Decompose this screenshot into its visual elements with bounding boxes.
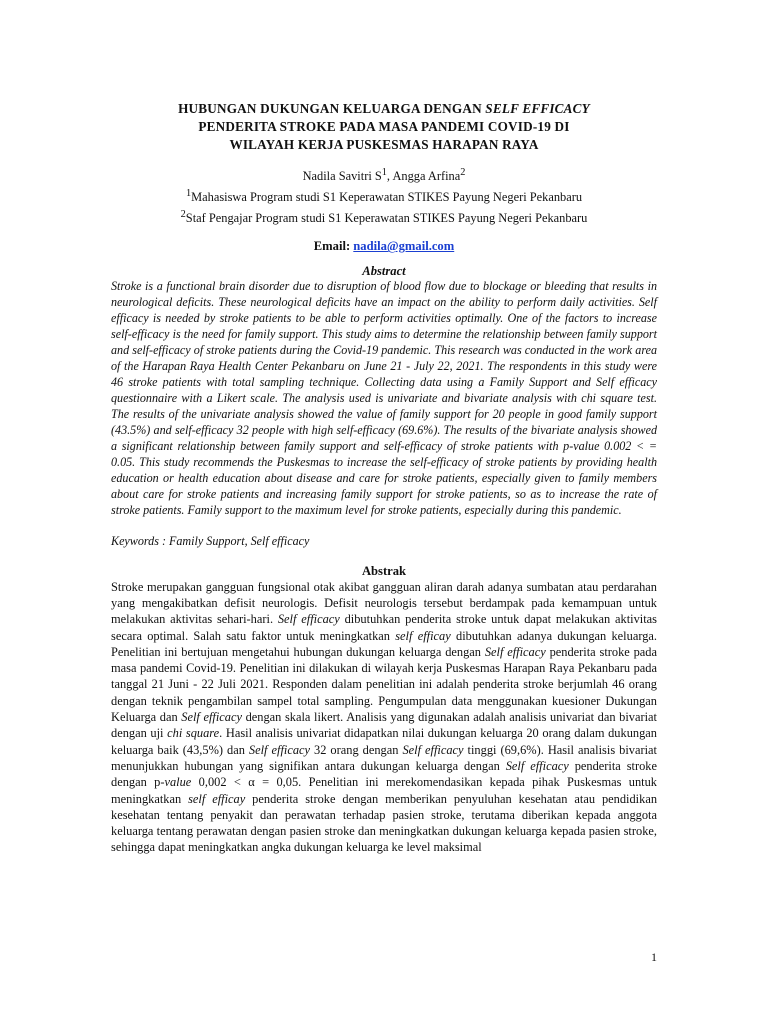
affiliation-2: $^2$Staf Pengajar Program studi S1 Keperawatan STIKES Payung Negeri Pekanbaru [180,209,588,226]
title-line-2: PENDERITA STROKE PADA MASA PANDEMI COVID-19 DI [198,119,570,134]
author-2: Angga Arfina [392,169,461,184]
email-label: Email: [313,239,354,254]
author-2-sup: 2 [460,167,466,178]
title-line-3: WILAYAH KERJA PUSKESMAS HARAPAN RAYA [229,137,539,152]
abstract-id-heading: Abstrak [361,563,407,578]
abstract-id-body: Stroke merupakan gangguan fungsional otak akibat gangguan aliran darah adanya sumbatan atau perdarahan yang mengakibatkan defisit neurologis. Defisit neurologis tersebut berdampak pada kemampuan untuk melakukan aktivitas sehari-hari. Self efficacy dibutuhkan penderita stroke untuk dapat melakukan aktivitas secara optimal. Salah satu faktor untuk meningkatkan self efficay dibutuhkan adanya dukungan keluarga. Penelitian ini bertujuan mengetahui hubungan dukungan keluarga dengan Self efficacy penderita stroke pada masa pandemi Covid-19. Penelitian ini dilakukan di wilayah kerja Puskesmas Harapan Raya Pekanbaru pada tanggal 21 Juni - 22 Juli 2021. Responden dalam penelitian ini adalah penderita stroke berjumlah 46 orang dengan teknik pengambilan sampel total sampling. Pengumpulan data menggunakan kuesioner Dukungan Keluarga dan Self efficacy dengan skala likert. Analisis yang digunakan adalah analisis univariat dan bivariat dengan uji chi square. Hasil analisis univariat didapatkan nilai dukungan keluarga 20 orang dalam dukungan keluarga baik (43,5%) dan Self efficacy 32 orang dengan Self efficacy tinggi (69,6%). Hasil analisis bivariat menunjukkan hubungan yang signifikan antara dukungan keluarga dengan Self efficacy penderita stroke dengan p-value 0,002 < α = 0,05. Penelitian ini merekomendasikan kepada pihak Puskesmas untuk meningkatkan self efficay penderita stroke dengan memberikan penyuluhan kesehatan atau pendidikan kesehatan tentang penyakit dan perawatan terhadap pasien stroke, terutama diberikan kepada anggota keluarga tentang perawatan dengan pasien stroke dan meningkatkan dukungan keluarga kepada pasien stroke, sehingga dapat meningkatkan angka dukungan keluarga ke level maksimal [111,579,658,855]
author-list: Nadila Savitri $S^1$, Angga Arfina$^2$ [302,167,466,184]
abstract-en-body: Stroke is a functional brain disorder due to disruption of blood flow due to blockage or bleeding that results in neurological deficits. These neurological deficits have an impact on the ability to perform daily activities. Self efficacy is needed by stroke patients to be able to perform activities optimally. One of the factors to increase self-efficacy is the need for family support. This study aims to determine the relationship between family support and self-efficacy of stroke patients during the Covid-19 pandemic. This research was conducted in the work area of the Harapan Raya Health Center Pekanbaru on June 21 - July 22, 2021. The respondents in this study were 46 stroke patients with total sampling technique. Collecting data using a Family Support and Self efficacy questionnaire with a Likert scale. The analysis used is univariate and bivariate analysis with chi square test. The results of the univariate analysis showed the value of family support for 20 people in good family support (43.5%) and self-efficacy 32 people with high self-efficacy (69.6%). The results of the bivariate analysis showed a significant relationship between family support and self-efficacy of stroke patients with p-value 0.002 < = 0.05. This study recommends the Puskesmas to increase the self-efficacy of stroke patients by providing health education or health education about disease and care for stroke patients, especially given to family members about care for stroke patients and increasing family support for stroke patients, so as to increase the rate of stroke patients. Family support to the maximum level for stroke patients, especially during this pandemic. [111,279,657,517]
email-line [111,239,657,254]
abstract-en-heading: Abstract [362,264,406,279]
title-line-1: HUBUNGAN DUKUNGAN KELUARGA DENGAN SELF EFFICACY [178,101,590,116]
paper-title [111,100,657,154]
email-link[interactable]: nadila@gmail.com [353,239,455,254]
keywords: Keywords : Family Support, Self efficacy [111,533,310,548]
page-number: 1 [651,950,657,964]
title-italic: SELF EFFICACY [485,101,590,116]
author-1-sup: 1 [381,167,387,178]
affiliation-1: $^1$Mahasiswa Program studi S1 Keperawatan STIKES Payung Negeri Pekanbaru [185,188,583,205]
author-1: Nadila Savitri S [302,169,382,184]
paper-page [111,100,657,856]
